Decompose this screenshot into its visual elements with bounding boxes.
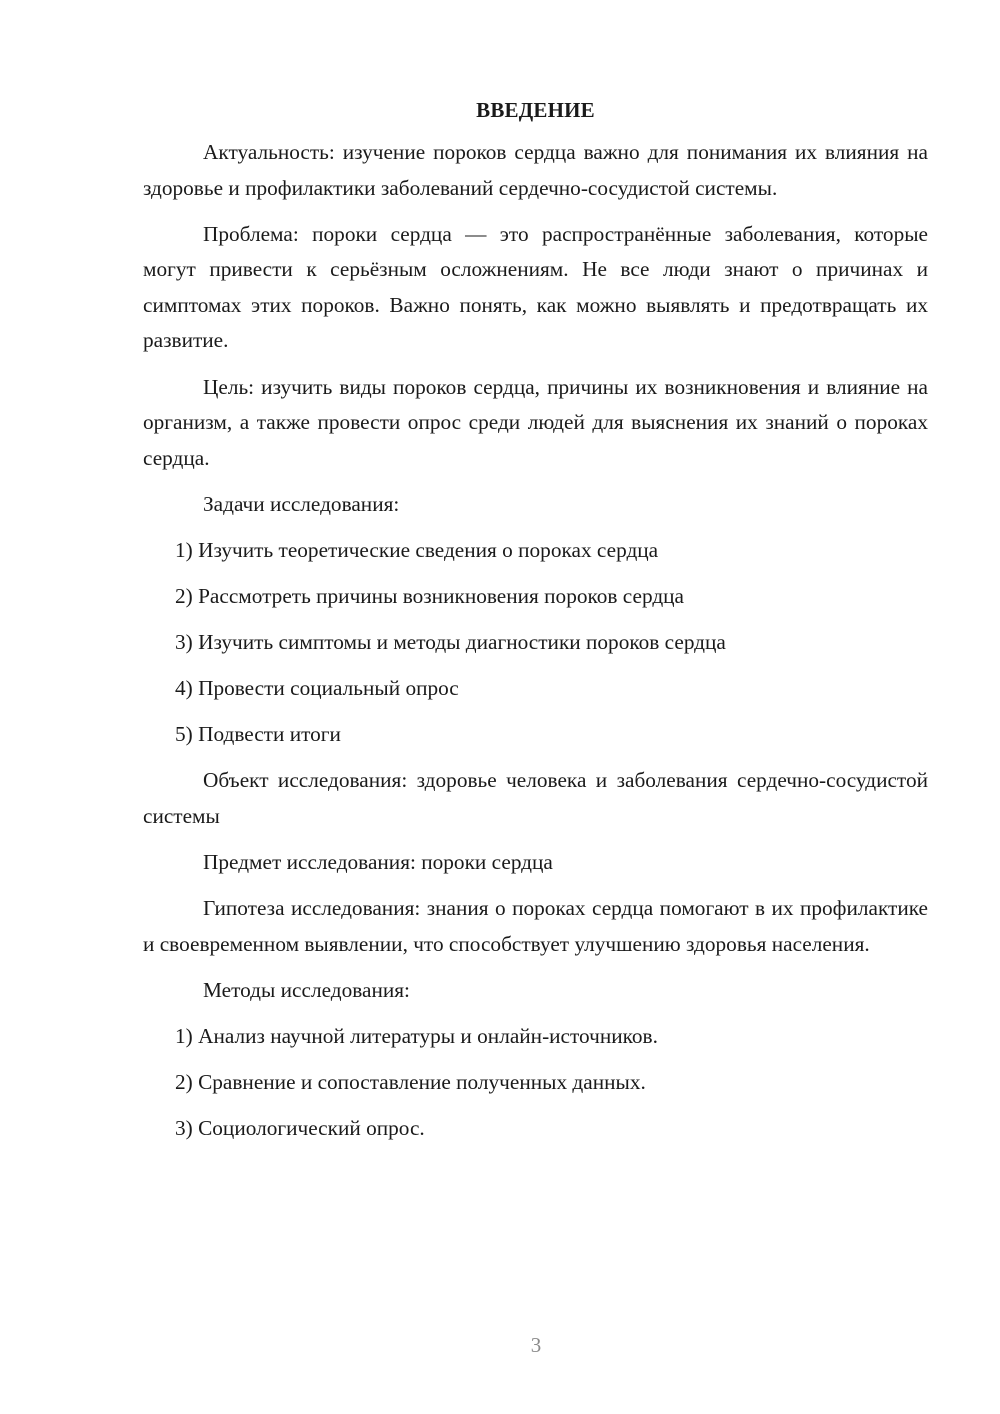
method-item: 2) Сравнение и сопоставление полученных данных.	[175, 1070, 646, 1095]
task-item: 4) Провести социальный опрос	[175, 676, 459, 701]
goal-paragraph: Цель: изучить виды пороков сердца, причины их возникновения и влияние на организм, а также провести опрос среди людей для выяснения их знаний о пороках сердца.	[143, 374, 928, 470]
task-item: 2) Рассмотреть причины возникновения пороков сердца	[175, 584, 685, 609]
object-paragraph: Объект исследования: здоровье человека и заболевания сердечно-сосудистой системы	[143, 768, 928, 828]
task-item: 5) Подвести итоги	[175, 722, 341, 747]
task-item: 1) Изучить теоретические сведения о пороках сердца	[175, 537, 659, 562]
methods-heading: Методы исследования:	[203, 977, 410, 1002]
hypothesis-paragraph: Гипотеза исследования: знания о пороках сердца помогают в их профилактике и своевременном выявлении, что способствует улучшению здоровья населения.	[143, 896, 928, 956]
document-page	[143, 95, 928, 1157]
page-number: 3	[530, 1333, 542, 1357]
problem-paragraph: Проблема: пороки сердца — это распространённые заболевания, которые могут привести к серьёзным осложнениям. Не все люди знают о причинах и симптомах этих пороков. Важно понять, как можно выявлять и предотвращать их развитие.	[143, 221, 928, 353]
tasks-heading: Задачи исследования:	[203, 491, 400, 516]
section-title: ВВЕДЕНИЕ	[476, 98, 595, 122]
method-item: 1) Анализ научной литературы и онлайн-источников.	[175, 1023, 658, 1048]
subject-paragraph: Предмет исследования: пороки сердца	[203, 850, 553, 875]
relevance-paragraph: Актуальность: изучение пороков сердца важно для понимания их влияния на здоровье и профилактики заболеваний сердечно-сосудистой системы.	[143, 140, 928, 200]
task-item: 3) Изучить симптомы и методы диагностики пороков сердца	[175, 630, 726, 655]
method-item: 3) Социологический опрос.	[175, 1116, 425, 1141]
